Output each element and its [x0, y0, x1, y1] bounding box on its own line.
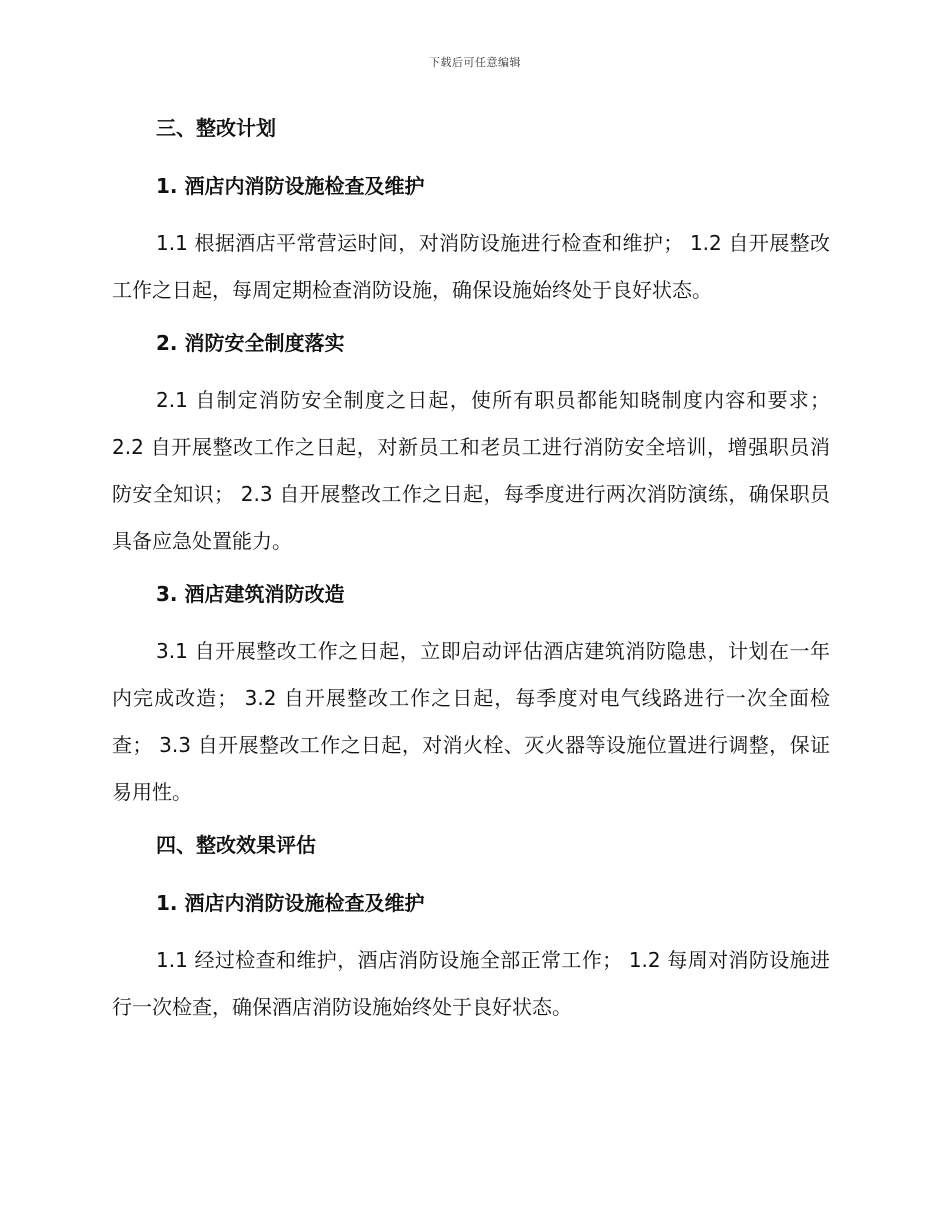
paragraph-evaluation-facility: 1.1 经过检查和维护，酒店消防设施全部正常工作； 1.2 每周对消防设施进行一次检查，确保酒店消防设施始终处于良好状态。 [112, 948, 830, 1019]
subsection-heading-safety-system: 2. 消防安全制度落实 [156, 331, 345, 355]
paragraph-building-renovation: 3.1 自开展整改工作之日起，立即启动评估酒店建筑消防隐患，计划在一年内完成改造； 3.2 自开展整改工作之日起，每季度对电气线路进行一次全面检查； 3.3 自开展整改工作之日起，对消火栓、灭火器等设施位置进行调整，保证易用性。 [112, 639, 830, 804]
page-watermark: 下载后可任意编辑 [429, 56, 521, 69]
subsection-heading-evaluation-facility: 1. 酒店内消防设施检查及维护 [156, 891, 425, 915]
paragraph-safety-system: 2.1 自制定消防安全制度之日起，使所有职员都能知晓制度内容和要求； 2.2 自开展整改工作之日起，对新员工和老员工进行消防安全培训，增强职员消防安全知识； 2.3 自开展整改工作之日起，每季度进行两次消防演练，确保职员具备应急处置能力。 [112, 388, 830, 553]
subsection-heading-facility-check: 1. 酒店内消防设施检查及维护 [156, 174, 425, 198]
section-title-plan: 三、整改计划 [156, 116, 276, 140]
document-body [112, 110, 830, 1031]
subsection-heading-building-renovation: 3. 酒店建筑消防改造 [156, 582, 345, 606]
section-title-evaluation: 四、整改效果评估 [156, 833, 316, 857]
paragraph-facility-check: 1.1 根据酒店平常营运时间，对消防设施进行检查和维护； 1.2 自开展整改工作之日起，每周定期检查消防设施，确保设施始终处于良好状态。 [112, 231, 830, 302]
